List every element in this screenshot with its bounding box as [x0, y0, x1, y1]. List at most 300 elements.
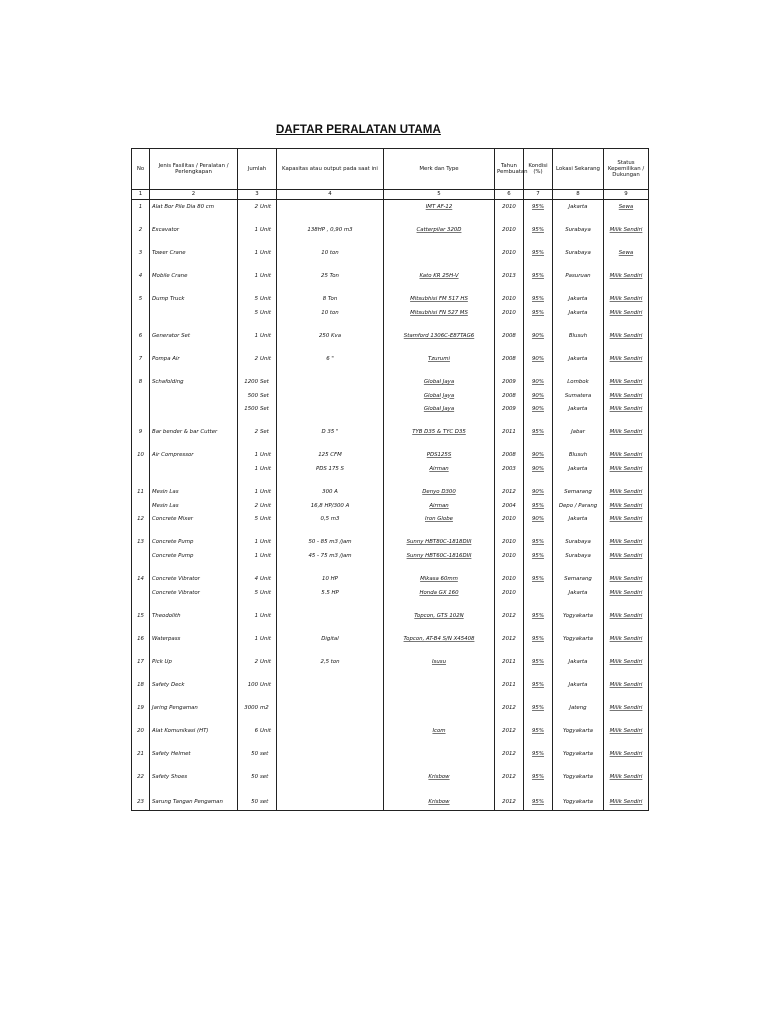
ownership-status-cell: Milik Sendiri	[604, 549, 649, 563]
spacer-cell	[604, 669, 649, 679]
row-number: 7	[132, 352, 150, 366]
header-quantity: Jumlah	[238, 149, 277, 190]
year-cell: 2008	[495, 449, 524, 463]
spacer-cell	[238, 283, 277, 293]
spacer-cell	[277, 237, 384, 247]
header-equipment-type: Jenis Fasilitas / Peralatan / Perlengkapan	[150, 149, 238, 190]
quantity-unit: Unit	[260, 575, 271, 582]
row-number: 5	[132, 292, 150, 306]
location-cell: Jakarta	[553, 655, 604, 669]
quantity-cell	[238, 200, 277, 214]
table-row	[132, 513, 649, 527]
spacer-cell	[238, 320, 277, 330]
table-spacer-row	[132, 366, 649, 376]
condition-cell: 95%	[524, 748, 553, 762]
spacer-cell	[604, 366, 649, 376]
spacer-cell	[384, 623, 495, 633]
brand-type-cell: TYB D35 & TYC D35	[384, 426, 495, 440]
spacer-cell	[553, 563, 604, 573]
table-spacer-row	[132, 416, 649, 426]
spacer-cell	[524, 343, 553, 353]
spacer-cell	[150, 563, 238, 573]
year-cell: 2008	[495, 352, 524, 366]
spacer-cell	[604, 283, 649, 293]
brand-type-cell: Denyo D300	[384, 485, 495, 499]
row-number: 10	[132, 449, 150, 463]
condition-cell: 95%	[524, 655, 553, 669]
quantity-cell	[238, 609, 277, 623]
table-spacer-row	[132, 343, 649, 353]
year-cell: 2012	[495, 609, 524, 623]
brand-type-cell: Global Jaya	[384, 402, 495, 416]
header-ownership-status: Status Kepemilikan / Dukungan	[604, 149, 649, 190]
equipment-name: Dump Truck	[150, 292, 238, 306]
column-number: 8	[553, 190, 604, 200]
row-number	[132, 306, 150, 320]
capacity-cell: 138HP , 0,90 m3	[277, 223, 384, 237]
table-row	[132, 352, 649, 366]
condition-cell: 95%	[524, 292, 553, 306]
location-cell: Yogyakarta	[553, 771, 604, 785]
spacer-cell	[524, 599, 553, 609]
brand-type-cell: Icom	[384, 724, 495, 738]
year-cell: 2012	[495, 701, 524, 715]
quantity-cell	[238, 306, 277, 320]
spacer-cell	[495, 669, 524, 679]
condition-cell: 95%	[524, 223, 553, 237]
quantity-unit: Unit	[260, 516, 271, 523]
spacer-cell	[604, 715, 649, 725]
quantity-cell	[238, 462, 277, 476]
equipment-name: Alat Komunikasi (HT)	[150, 724, 238, 738]
spacer-cell	[238, 260, 277, 270]
row-number: 14	[132, 572, 150, 586]
spacer-cell	[553, 526, 604, 536]
spacer-cell	[384, 366, 495, 376]
header-no: No	[132, 149, 150, 190]
ownership-status-cell: Milik Sendiri	[604, 426, 649, 440]
row-number: 17	[132, 655, 150, 669]
brand-type-cell: Krisbow	[384, 794, 495, 811]
table-row	[132, 449, 649, 463]
spacer-cell	[277, 476, 384, 486]
year-cell: 2012	[495, 748, 524, 762]
ownership-status-cell: Milik Sendiri	[604, 269, 649, 283]
quantity-cell	[238, 724, 277, 738]
capacity-cell	[277, 200, 384, 214]
location-cell: Jateng	[553, 701, 604, 715]
condition-cell: 95%	[524, 572, 553, 586]
spacer-cell	[384, 283, 495, 293]
location-cell: Lombok	[553, 375, 604, 389]
ownership-status-cell: Milik Sendiri	[604, 389, 649, 403]
spacer-cell	[150, 761, 238, 771]
location-cell: Depo / Parang	[553, 499, 604, 513]
quantity-value: 3000	[244, 705, 258, 712]
spacer-cell	[132, 784, 150, 794]
capacity-cell: 2,5 ton	[277, 655, 384, 669]
spacer-cell	[553, 738, 604, 748]
location-cell: Surabaya	[553, 536, 604, 550]
brand-type-cell: Airman	[384, 499, 495, 513]
quantity-cell	[238, 536, 277, 550]
quantity-cell	[238, 352, 277, 366]
capacity-cell: D 35 "	[277, 426, 384, 440]
location-cell: Pasuruan	[553, 269, 604, 283]
spacer-cell	[132, 623, 150, 633]
quantity-cell	[238, 485, 277, 499]
capacity-cell: 45 - 75 m3 /jam	[277, 549, 384, 563]
quantity-cell	[238, 269, 277, 283]
spacer-cell	[384, 599, 495, 609]
quantity-cell	[238, 632, 277, 646]
quantity-value: 1	[254, 635, 258, 642]
quantity-value: 2	[254, 658, 258, 665]
spacer-cell	[277, 343, 384, 353]
spacer-cell	[238, 343, 277, 353]
quantity-value: 2	[254, 502, 258, 509]
condition-cell: 90%	[524, 329, 553, 343]
location-cell: Jakarta	[553, 200, 604, 214]
table-row	[132, 678, 649, 692]
spacer-cell	[604, 320, 649, 330]
spacer-cell	[553, 214, 604, 224]
ownership-status-cell: Sewa	[604, 200, 649, 214]
capacity-cell: 6 "	[277, 352, 384, 366]
equipment-name: Mobile Crane	[150, 269, 238, 283]
capacity-cell: 10 HP	[277, 572, 384, 586]
table-spacer-row	[132, 260, 649, 270]
equipment-name	[150, 306, 238, 320]
condition-cell: 90%	[524, 375, 553, 389]
table-spacer-row	[132, 599, 649, 609]
spacer-cell	[238, 214, 277, 224]
spacer-cell	[132, 416, 150, 426]
row-number: 20	[132, 724, 150, 738]
header-capacity: Kapasitas atau output pada saat ini	[277, 149, 384, 190]
spacer-cell	[604, 237, 649, 247]
spacer-cell	[495, 738, 524, 748]
table-row	[132, 748, 649, 762]
spacer-cell	[384, 646, 495, 656]
quantity-unit: set	[260, 751, 269, 758]
spacer-cell	[553, 715, 604, 725]
row-number: 16	[132, 632, 150, 646]
header-location: Lokasi Sekarang	[553, 149, 604, 190]
spacer-cell	[238, 599, 277, 609]
spacer-cell	[524, 283, 553, 293]
spacer-cell	[238, 669, 277, 679]
spacer-cell	[524, 260, 553, 270]
row-number	[132, 549, 150, 563]
quantity-value: 2	[254, 429, 258, 436]
spacer-cell	[524, 416, 553, 426]
spacer-cell	[553, 237, 604, 247]
spacer-cell	[132, 476, 150, 486]
table-row	[132, 246, 649, 260]
quantity-value: 2	[254, 355, 258, 362]
spacer-cell	[384, 669, 495, 679]
table-spacer-row	[132, 738, 649, 748]
equipment-name: Excavator	[150, 223, 238, 237]
ownership-status-cell: Milik Sendiri	[604, 402, 649, 416]
table-spacer-row	[132, 784, 649, 794]
spacer-cell	[132, 366, 150, 376]
equipment-name: Safety Helmet	[150, 748, 238, 762]
spacer-cell	[495, 416, 524, 426]
quantity-cell	[238, 329, 277, 343]
spacer-cell	[277, 526, 384, 536]
spacer-cell	[132, 320, 150, 330]
spacer-cell	[524, 237, 553, 247]
row-number: 12	[132, 513, 150, 527]
table-spacer-row	[132, 476, 649, 486]
spacer-cell	[553, 366, 604, 376]
row-number: 9	[132, 426, 150, 440]
table-spacer-row	[132, 715, 649, 725]
year-cell: 2010	[495, 223, 524, 237]
spacer-cell	[277, 416, 384, 426]
table-spacer-row	[132, 761, 649, 771]
table-row	[132, 200, 649, 214]
quantity-unit: m2	[260, 705, 269, 712]
quantity-value: 1	[254, 489, 258, 495]
table-row	[132, 771, 649, 785]
document-title: DAFTAR PERALATAN UTAMA	[276, 124, 441, 136]
condition-cell: 95%	[524, 269, 553, 283]
brand-type-cell: Isusu	[384, 655, 495, 669]
column-number: 6	[495, 190, 524, 200]
quantity-value: 100	[247, 681, 258, 688]
spacer-cell	[553, 692, 604, 702]
brand-type-cell: Iron Globe	[384, 513, 495, 527]
quantity-cell	[238, 499, 277, 513]
capacity-cell: 8 Ton	[277, 292, 384, 306]
table-spacer-row	[132, 692, 649, 702]
spacer-cell	[553, 283, 604, 293]
brand-type-cell: Tzurumi	[384, 352, 495, 366]
spacer-cell	[277, 283, 384, 293]
brand-type-cell: Catterpilar 320D	[384, 223, 495, 237]
spacer-cell	[150, 214, 238, 224]
spacer-cell	[553, 646, 604, 656]
table-row	[132, 389, 649, 403]
spacer-cell	[604, 623, 649, 633]
quantity-unit: Set	[260, 378, 269, 385]
location-cell: Yogyakarta	[553, 794, 604, 811]
table-row	[132, 655, 649, 669]
year-cell: 2013	[495, 269, 524, 283]
spacer-cell	[238, 646, 277, 656]
brand-type-cell: Sunny HBT80C-1818DIII	[384, 536, 495, 550]
ownership-status-cell: Milik Sendiri	[604, 329, 649, 343]
spacer-cell	[277, 692, 384, 702]
quantity-cell	[238, 223, 277, 237]
location-cell: Surabaya	[553, 223, 604, 237]
spacer-cell	[495, 214, 524, 224]
condition-cell: 95%	[524, 499, 553, 513]
spacer-cell	[524, 669, 553, 679]
spacer-cell	[524, 692, 553, 702]
spacer-cell	[277, 761, 384, 771]
table-row	[132, 426, 649, 440]
spacer-cell	[604, 563, 649, 573]
year-cell: 2009	[495, 375, 524, 389]
spacer-cell	[150, 623, 238, 633]
spacer-cell	[495, 439, 524, 449]
quantity-value: 50	[251, 774, 258, 781]
row-number: 23	[132, 794, 150, 811]
year-cell: 2010	[495, 292, 524, 306]
spacer-cell	[524, 761, 553, 771]
capacity-cell: Digital	[277, 632, 384, 646]
condition-cell: 95%	[524, 678, 553, 692]
quantity-unit: Unit	[260, 489, 271, 495]
table-row	[132, 794, 649, 811]
equipment-name: Concrete Mixer	[150, 513, 238, 527]
spacer-cell	[277, 715, 384, 725]
quantity-value: 1200	[244, 378, 258, 385]
capacity-cell	[277, 748, 384, 762]
ownership-status-cell: Milik Sendiri	[604, 485, 649, 499]
ownership-status-cell: Milik Sendiri	[604, 701, 649, 715]
spacer-cell	[277, 646, 384, 656]
quantity-unit: Unit	[260, 272, 271, 279]
spacer-cell	[150, 366, 238, 376]
spacer-cell	[150, 439, 238, 449]
spacer-cell	[553, 439, 604, 449]
table-row	[132, 572, 649, 586]
condition-cell: 95%	[524, 536, 553, 550]
spacer-cell	[524, 623, 553, 633]
table-spacer-row	[132, 623, 649, 633]
header-year: Tahun Pembuatan	[495, 149, 524, 190]
ownership-status-cell: Milik Sendiri	[604, 462, 649, 476]
spacer-cell	[132, 439, 150, 449]
condition-cell: 90%	[524, 352, 553, 366]
location-cell: Surabaya	[553, 549, 604, 563]
row-number: 6	[132, 329, 150, 343]
spacer-cell	[150, 715, 238, 725]
equipment-name	[150, 402, 238, 416]
year-cell: 2004	[495, 499, 524, 513]
row-number: 15	[132, 609, 150, 623]
quantity-value: 500	[247, 392, 258, 399]
brand-type-cell: Mikasa 60mm	[384, 572, 495, 586]
spacer-cell	[132, 526, 150, 536]
equipment-name: Air Compressor	[150, 449, 238, 463]
spacer-cell	[277, 784, 384, 794]
quantity-cell	[238, 513, 277, 527]
equipment-name: Pompa Air	[150, 352, 238, 366]
spacer-cell	[495, 646, 524, 656]
quantity-cell	[238, 771, 277, 785]
spacer-cell	[384, 260, 495, 270]
quantity-value: 5	[254, 309, 258, 316]
equipment-name: Mesin Las	[150, 485, 238, 499]
column-number: 9	[604, 190, 649, 200]
quantity-value: 1	[254, 249, 258, 256]
quantity-unit: Unit	[260, 658, 271, 665]
capacity-cell: 300 A	[277, 485, 384, 499]
quantity-unit: set	[260, 798, 269, 805]
table-spacer-row	[132, 283, 649, 293]
spacer-cell	[604, 646, 649, 656]
condition-cell: 90%	[524, 402, 553, 416]
spacer-cell	[150, 669, 238, 679]
ownership-status-cell: Sewa	[604, 246, 649, 260]
quantity-unit: Unit	[260, 635, 271, 642]
spacer-cell	[384, 715, 495, 725]
row-number: 2	[132, 223, 150, 237]
spacer-cell	[150, 692, 238, 702]
quantity-unit: Unit	[260, 309, 271, 316]
quantity-unit: Set	[260, 429, 269, 436]
spacer-cell	[132, 237, 150, 247]
spacer-cell	[495, 237, 524, 247]
row-number: 1	[132, 200, 150, 214]
spacer-cell	[132, 214, 150, 224]
ownership-status-cell: Milik Sendiri	[604, 748, 649, 762]
equipment-name: Concrete Vibrator	[150, 586, 238, 600]
spacer-cell	[132, 738, 150, 748]
spacer-cell	[524, 366, 553, 376]
spacer-cell	[495, 283, 524, 293]
column-number: 4	[277, 190, 384, 200]
spacer-cell	[277, 320, 384, 330]
ownership-status-cell: Milik Sendiri	[604, 609, 649, 623]
spacer-cell	[150, 646, 238, 656]
spacer-cell	[150, 260, 238, 270]
spacer-cell	[132, 761, 150, 771]
spacer-cell	[604, 784, 649, 794]
location-cell: Jakarta	[553, 352, 604, 366]
quantity-value: 50	[251, 798, 258, 805]
year-cell: 2010	[495, 586, 524, 600]
spacer-cell	[524, 526, 553, 536]
spacer-cell	[238, 692, 277, 702]
spacer-cell	[524, 214, 553, 224]
column-number: 2	[150, 190, 238, 200]
spacer-cell	[495, 599, 524, 609]
table-row	[132, 536, 649, 550]
location-cell: Blusuh	[553, 449, 604, 463]
quantity-unit: Unit	[260, 589, 271, 596]
year-cell: 2012	[495, 632, 524, 646]
brand-type-cell: Mitsubhisi FM 517 HS	[384, 292, 495, 306]
condition-cell: 90%	[524, 389, 553, 403]
spacer-cell	[553, 784, 604, 794]
location-cell: Jakarta	[553, 306, 604, 320]
table-header	[132, 149, 649, 200]
spacer-cell	[277, 623, 384, 633]
spacer-cell	[384, 343, 495, 353]
year-cell: 2010	[495, 306, 524, 320]
brand-type-cell: Sunny HBT60C-1816DIII	[384, 549, 495, 563]
condition-cell: 95%	[524, 609, 553, 623]
capacity-cell: 250 Kva	[277, 329, 384, 343]
condition-cell: 95%	[524, 794, 553, 811]
spacer-cell	[150, 526, 238, 536]
year-cell: 2010	[495, 246, 524, 260]
quantity-unit: Unit	[260, 203, 271, 210]
quantity-value: 50	[251, 751, 258, 758]
spacer-cell	[238, 738, 277, 748]
equipment-name: Concrete Vibrator	[150, 572, 238, 586]
spacer-cell	[132, 692, 150, 702]
row-number	[132, 462, 150, 476]
spacer-cell	[384, 320, 495, 330]
